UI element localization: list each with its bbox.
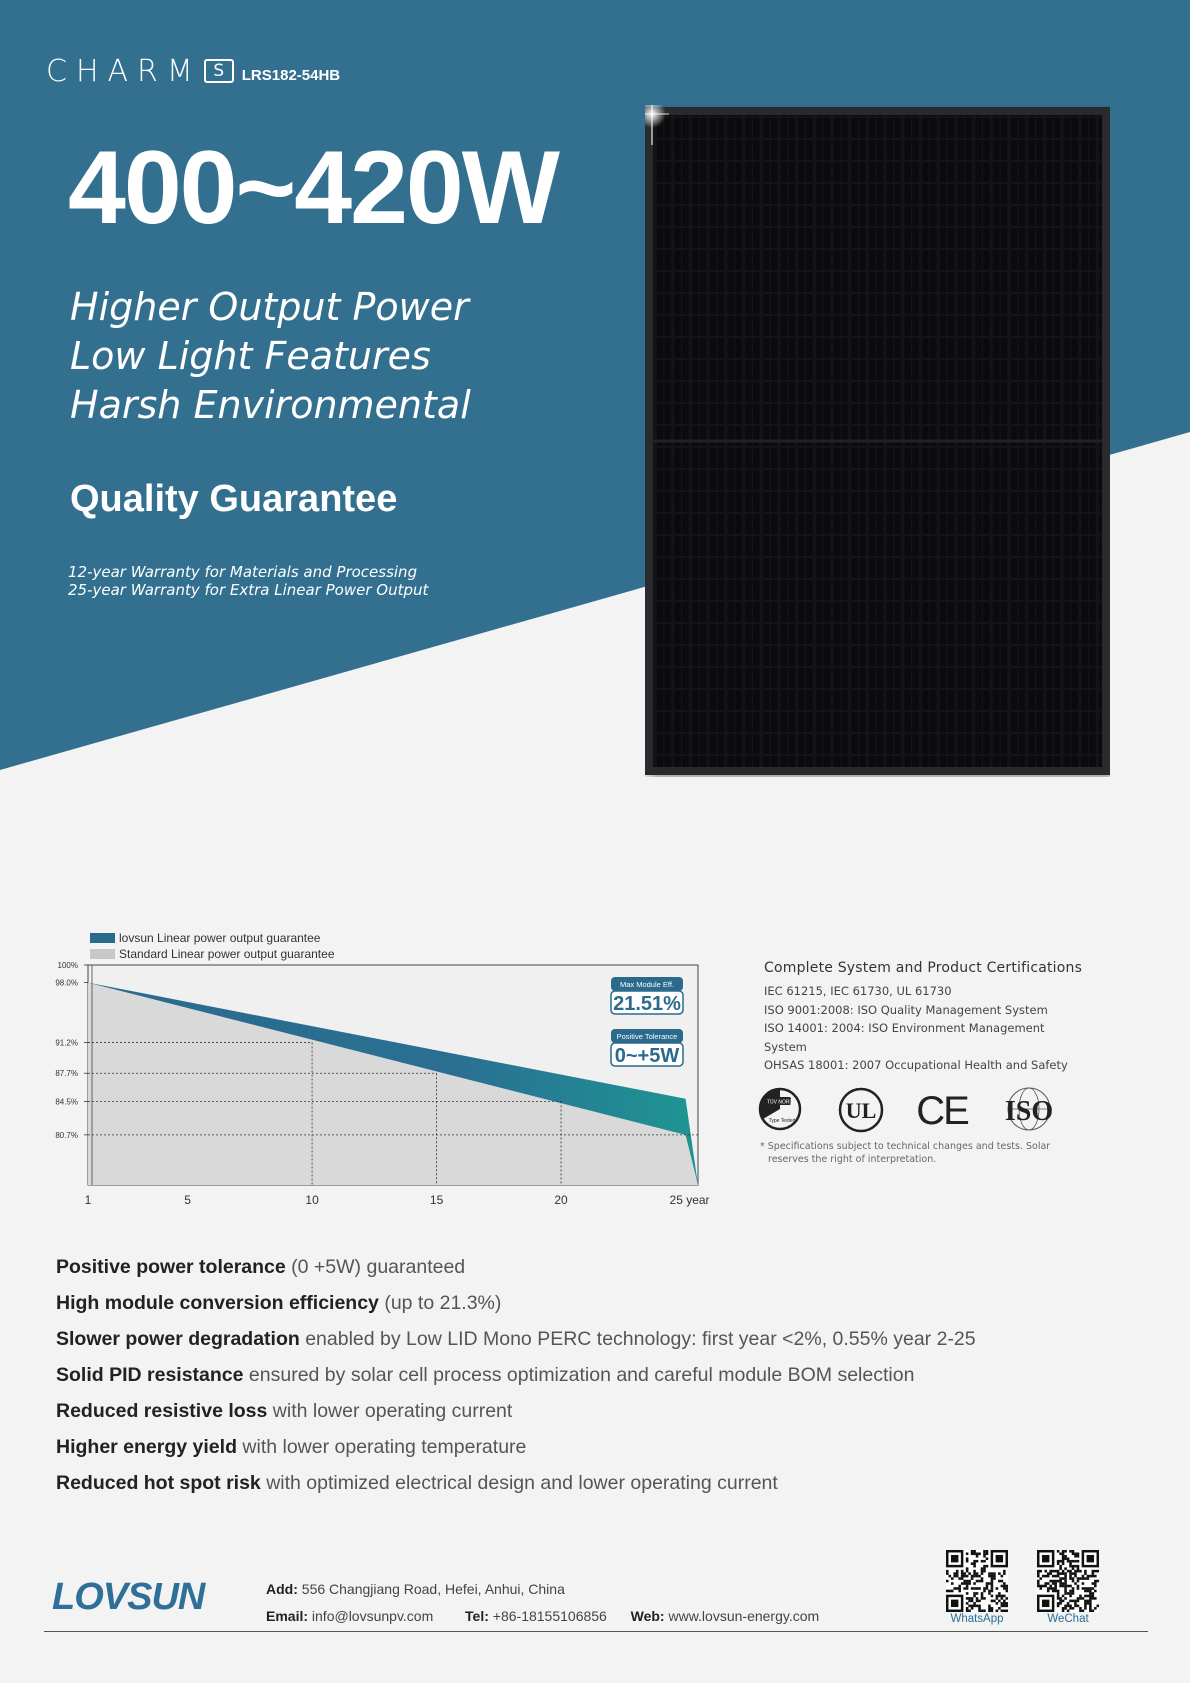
benefit-item: Positive power tolerance (0 +5W) guaranteed <box>56 1256 466 1278</box>
svg-text:CE: CE <box>916 1089 968 1133</box>
y-tick-label: 100% <box>57 961 78 970</box>
x-tick-label: 20 <box>554 1193 568 1207</box>
qr-label-whatsapp: WhatsApp <box>950 1613 1004 1625</box>
certification-line: IEC 61215, IEC 61730, UL 61730 <box>764 984 952 998</box>
brand-header <box>46 54 341 89</box>
benefit-item: Reduced hot spot risk with optimized electrical design and lower operating current <box>56 1472 778 1494</box>
x-tick-label: 15 <box>429 1193 444 1207</box>
warranty-item: 12-year Warranty for Materials and Processing <box>68 563 418 581</box>
feature-item: Low Light Features <box>70 334 431 378</box>
address-line: Add: 556 Changjiang Road, Hefei, Anhui, China <box>266 1581 565 1597</box>
lovsun-logo <box>50 1576 220 1616</box>
series-badge: S <box>204 59 234 83</box>
x-tick-label: 10 <box>305 1193 319 1207</box>
ce-logo-icon <box>916 1089 968 1133</box>
x-tick-label: 25 year <box>669 1193 710 1207</box>
warranty-item: 25-year Warranty for Extra Linear Power Output <box>68 581 429 599</box>
x-tick-label: 1 <box>84 1193 92 1207</box>
note-line: * Specifications subject to technical changes and tests. Solar <box>760 1141 1051 1152</box>
badge-value: 21.51% <box>613 993 681 1015</box>
certifications-block <box>764 960 1094 1075</box>
badge-label: Max Module Eff. <box>619 980 675 989</box>
y-tick-label: 91.2% <box>55 1038 78 1048</box>
x-tick-label: 5 <box>184 1193 191 1207</box>
whatsapp-qr-code-icon[interactable] <box>946 1550 1008 1612</box>
benefit-item: Reduced resistive loss with lower operating current <box>56 1400 513 1422</box>
phone-number[interactable]: +86-18155106856 <box>492 1608 607 1624</box>
specification-note <box>760 1140 1060 1166</box>
benefit-item: Solid PID resistance ensured by solar cell process optimization and careful module BOM selection <box>56 1364 915 1386</box>
benefit-item: Slower power degradation enabled by Low LID Mono PERC technology: first year <2%, 0.55% year 2-25 <box>56 1328 976 1350</box>
svg-text:Type Tested: Type Tested <box>768 1118 796 1124</box>
note-line: reserves the right of interpretation. <box>768 1154 937 1165</box>
feature-item: Higher Output Power <box>70 285 469 329</box>
legend-label: Standard Linear power output guarantee <box>119 947 335 961</box>
model-number: LRS182-54HB <box>241 67 341 84</box>
ul-logo-icon <box>840 1089 882 1131</box>
certification-line: ISO 14001: 2004: ISO Environment Management <box>764 1021 1045 1035</box>
tuv-logo-icon <box>760 1089 800 1129</box>
certification-line: ISO 9001:2008: ISO Quality Management System <box>764 1002 1048 1017</box>
solar-panel-image <box>645 105 1110 777</box>
certification-line: System <box>764 1039 807 1054</box>
certifications-title: Complete System and Product Certifications <box>764 960 1083 976</box>
badge-max-efficiency <box>611 977 683 1015</box>
benefit-item: Higher energy yield with lower operating temperature <box>56 1436 527 1458</box>
y-tick-label: 87.7% <box>55 1069 78 1079</box>
quality-title: Quality Guarantee <box>70 478 398 520</box>
contact-info <box>266 1576 819 1630</box>
svg-text:LOVSUN: LOVSUN <box>52 1576 205 1616</box>
y-tick-label: 84.5% <box>55 1097 78 1107</box>
power-range: 400~420W <box>68 130 558 246</box>
wechat-qr-code-icon[interactable] <box>1037 1550 1099 1612</box>
feature-list <box>70 283 471 430</box>
certification-line: OHSAS 18001: 2007 Occupational Health and Safety <box>764 1058 1068 1072</box>
footer-divider <box>44 1631 1148 1632</box>
email-link[interactable]: info@lovsunpv.com <box>311 1608 434 1624</box>
feature-item: Harsh Environmental <box>70 383 471 427</box>
badge-positive-tolerance <box>611 1029 683 1067</box>
y-tick-label: 98.0% <box>55 978 78 988</box>
contact-line: Email: info@lovsunpv.com Tel: +86-18155106856 Web: www.lovsun-energy.com <box>266 1608 820 1624</box>
badge-label: Positive Tolerance <box>616 1032 678 1041</box>
y-tick-label: 80.7% <box>55 1130 78 1140</box>
svg-text:ISO: ISO <box>1004 1096 1054 1127</box>
iso-logo-icon <box>1005 1088 1053 1130</box>
badge-value: 0~+5W <box>614 1045 680 1067</box>
certification-logos <box>755 1084 1075 1134</box>
website-link[interactable]: www.lovsun-energy.com <box>668 1608 820 1624</box>
power-warranty-chart <box>40 925 720 1215</box>
series-logo: CHARM <box>46 54 202 89</box>
benefit-list <box>56 1249 976 1501</box>
warranty-list <box>68 563 428 599</box>
benefit-item: High module conversion efficiency (up to 21.3%) <box>56 1292 502 1314</box>
qr-label-wechat: WeChat <box>1047 1613 1089 1625</box>
svg-text:TÜV NORD: TÜV NORD <box>766 1099 794 1106</box>
svg-text:UL: UL <box>845 1098 877 1123</box>
legend-label: lovsun Linear power output guarantee <box>119 931 321 945</box>
